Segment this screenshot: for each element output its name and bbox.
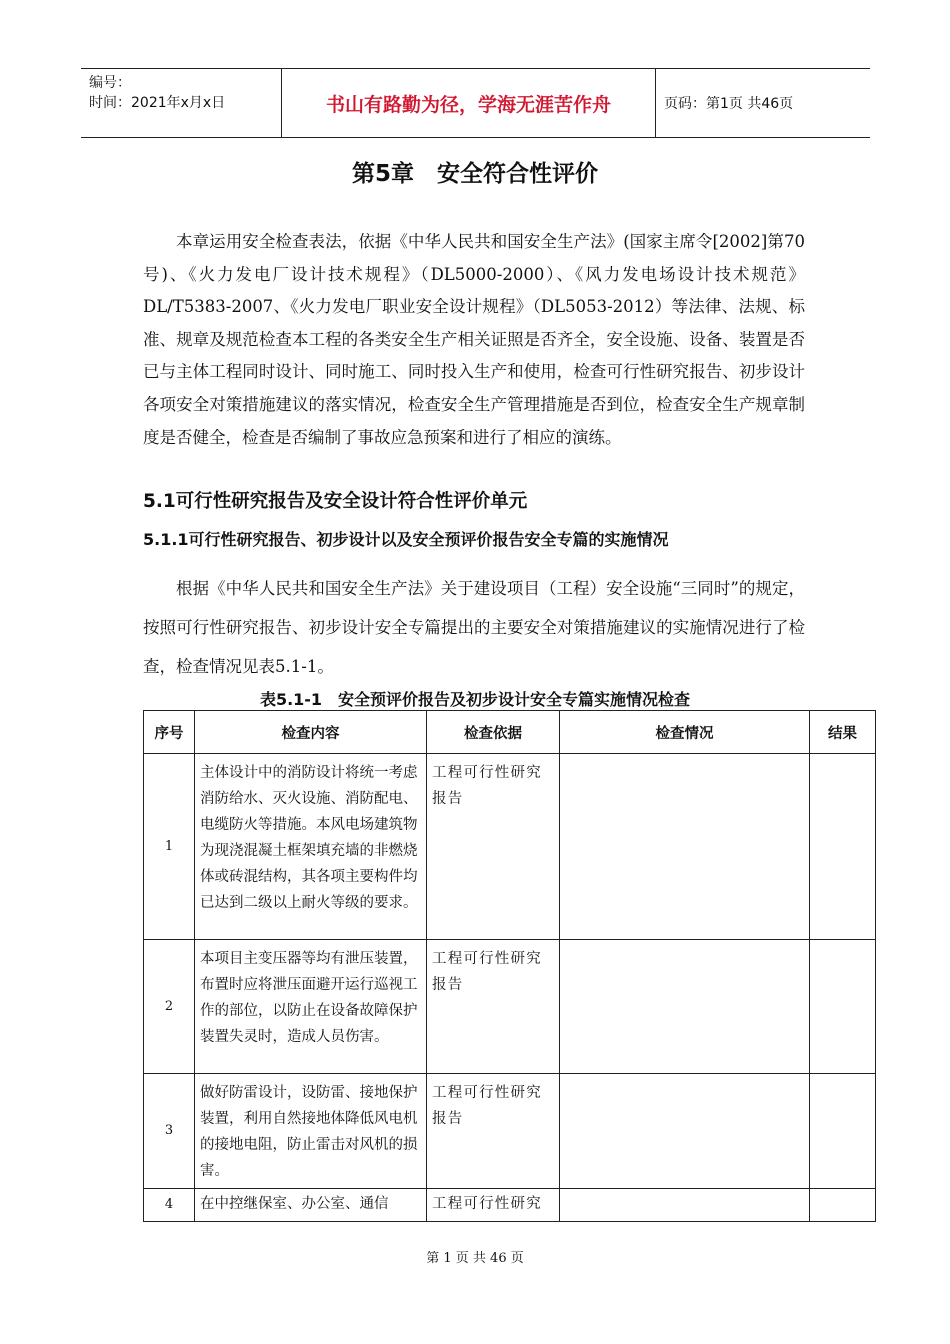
header-basis: 检查依据 (427, 711, 560, 754)
row-result (810, 1189, 876, 1222)
page-footer: 第 1 页 共 46 页 (426, 1251, 524, 1266)
row-no: 4 (144, 1189, 195, 1222)
section-heading: 5.1可行性研究报告及安全设计符合性评价单元 (143, 491, 528, 512)
row-status (560, 940, 810, 1074)
header-content: 检查内容 (195, 711, 427, 754)
table-row (144, 940, 876, 1074)
serial-label: 编号： (89, 75, 131, 91)
document-header (81, 68, 870, 138)
header-meta-cell (81, 69, 282, 137)
header-status: 检查情况 (560, 711, 810, 754)
row-status (560, 1189, 810, 1222)
intro-paragraph: 本章运用安全检查表法，依据《中华人民共和国安全生产法》(国家主席令[2002]第70号)、《火力发电厂设计技术规程》（DL5000-2000）、《风力发电场设计技术规范》DL/T5383-2007、《火力发电厂职业安全设计规程》（DL5053-2012）等法律、法规、标准、规章及规范检查本工程的各类安全生产相关证照是否齐全，安全设施、设备、装置是否已与主体工程同时设计、同时施工、同时投入生产和使用，检查可行性研究报告、初步设计各项安全对策措施建议的落实情况，检查安全生产管理措施是否到位，检查安全生产规章制度是否健全，检查是否编制了事故应急预案和进行了相应的演练。 (143, 232, 805, 447)
header-motto: 书山有路勤为径，学海无涯苦作舟 (282, 69, 656, 137)
inspection-table (143, 710, 876, 1222)
row-basis: 工程可行性研究报告 (427, 754, 560, 940)
row-content: 本项目主变压器等均有泄压装置，布置时应将泄压面避开运行巡视工作的部位，以防止在设备故障保护装置失灵时，造成人员伤害。 (195, 940, 427, 1074)
row-no: 2 (144, 940, 195, 1074)
subsection-paragraph: 根据《中华人民共和国安全生产法》关于建设项目（工程）安全设施“三同时”的规定，按照可行性研究报告、初步设计安全专篇提出的主要安全对策措施建议的实施情况进行了检查，检查情况见表5.1-1。 (143, 579, 805, 676)
row-content: 做好防雷设计，设防雷、接地保护装置，利用自然接地体降低风电机的接地电阻，防止雷击对风机的损害。 (195, 1074, 427, 1189)
table-row (144, 1189, 876, 1222)
table-caption: 表5.1-1 安全预评价报告及初步设计安全专篇实施情况检查 (259, 690, 691, 709)
row-content: 在中控继保室、办公室、通信 (195, 1189, 427, 1222)
chapter-title: 第5章 安全符合性评价 (351, 161, 598, 187)
row-basis: 工程可行性研究 (427, 1189, 560, 1222)
header-no: 序号 (144, 711, 195, 754)
subsection-heading: 5.1.1可行性研究报告、初步设计以及安全预评价报告安全专篇的实施情况 (143, 530, 669, 549)
row-basis: 工程可行性研究报告 (427, 940, 560, 1074)
table-row (144, 754, 876, 940)
row-result (810, 1074, 876, 1189)
row-content: 主体设计中的消防设计将统一考虑消防给水、灭火设施、消防配电、电缆防火等措施。本风电场建筑物为现浇混凝土框架填充墙的非燃烧体或砖混结构，其各项主要构件均已达到二级以上耐火等级的要求。 (195, 754, 427, 940)
header-result: 结果 (810, 711, 876, 754)
table-header-row (144, 711, 876, 754)
row-result (810, 940, 876, 1074)
header-page-info: 页码：第1页 共46页 (664, 96, 794, 112)
row-status (560, 754, 810, 940)
time-label: 时间：2021年x月x日 (89, 95, 226, 111)
row-no: 1 (144, 754, 195, 940)
row-status (560, 1074, 810, 1189)
table-row (144, 1074, 876, 1189)
row-basis: 工程可行性研究报告 (427, 1074, 560, 1189)
row-no: 3 (144, 1074, 195, 1189)
row-result (810, 754, 876, 940)
